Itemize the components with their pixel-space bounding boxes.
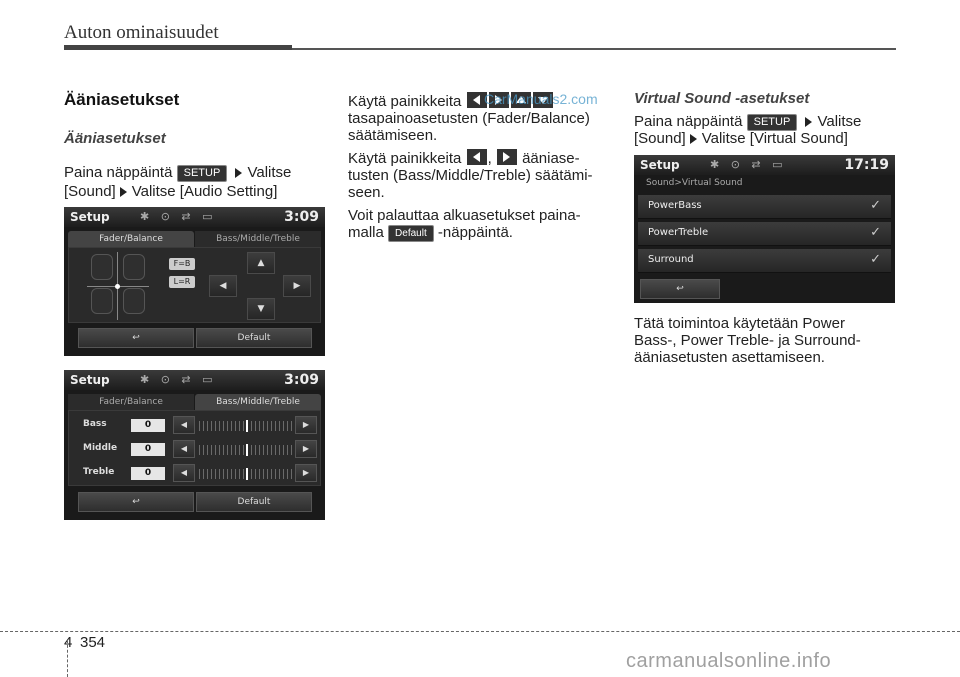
section-heading: Ääniasetukset [64,90,180,109]
status-icons: ✱ ⊙ ⇄ ▭ [140,373,217,386]
seat-rear-left [91,288,113,314]
eq-value-treble: 0 [131,467,165,480]
eq-label-middle: Middle [83,443,118,453]
screen-title: Setup [70,210,110,224]
bass-decrease-button[interactable]: ◀ [173,416,195,434]
arrow-right-icon [805,117,812,127]
breadcrumb: Sound>Virtual Sound [646,178,743,188]
eq-label-treble: Treble [83,467,115,477]
screen-title: Setup [640,158,680,172]
para3-text: malla [348,224,384,241]
col2-para3-line2 [348,223,613,242]
seat-rear-right [123,288,145,314]
subheading-audio: Ääniasetukset [64,130,166,147]
back-button[interactable]: ↩ [640,279,720,299]
eq-label-bass: Bass [83,419,107,429]
instruction-valitse: Valitse [817,113,862,130]
col3-instruction-line-2 [634,129,896,148]
treble-increase-button[interactable]: ▶ [295,464,317,482]
screen-bass-middle-treble [64,370,325,520]
footer-vertical-divider [67,640,68,677]
instruction-text: Paina näppäintä [634,113,743,130]
screen-clock: 3:09 [284,372,319,388]
col3-desc-line2: Bass-, Power Treble- ja Surround- [634,332,861,349]
para1-text: Käytä painikkeita [348,93,462,110]
eq-panel [68,410,321,486]
page-number: 354 [80,634,106,651]
list-item-surround[interactable] [638,249,891,273]
right-key-icon [497,149,517,165]
header-rule-thin [292,48,896,50]
tab-fader-balance[interactable]: Fader/Balance [68,231,194,247]
screen-virtual-sound [634,155,895,303]
tab-bass-middle-treble[interactable]: Bass/Middle/Treble [195,394,321,410]
instruction-sound: [Sound] [634,130,686,147]
fader-down-button[interactable]: ▼ [247,298,275,320]
para3-text-c: -näppäintä. [437,224,513,241]
back-button[interactable]: ↩ [78,328,194,348]
screen-clock: 3:09 [284,209,319,225]
arrow-right-icon [120,187,127,197]
status-icons: ✱ ⊙ ⇄ ▭ [140,210,217,223]
subheading-virtual-sound: Virtual Sound -asetukset [634,90,810,107]
tab-bass-middle-treble[interactable]: Bass/Middle/Treble [195,231,321,247]
status-icons: ✱ ⊙ ⇄ ▭ [710,158,787,171]
footer-watermark: carmanualsonline.info [626,650,832,672]
section-number: 4 [64,634,73,651]
instruction-line-2 [64,182,326,201]
arrow-right-icon [690,134,697,144]
default-button[interactable]: Default [196,328,312,348]
middle-slider-thumb[interactable] [246,444,248,456]
fader-panel [68,247,321,323]
list-item-powertreble[interactable] [638,222,891,246]
tab-fader-balance[interactable]: Fader/Balance [68,394,194,410]
para2-text-b: ääniase- [522,150,580,167]
default-button[interactable]: Default [196,492,312,512]
bass-slider-thumb[interactable] [246,420,248,432]
screen-fader-balance [64,207,325,356]
treble-slider-thumb[interactable] [246,468,248,480]
item-label: Surround [648,254,694,265]
instruction-text: Paina näppäintä [64,164,173,181]
item-label: PowerTreble [648,227,709,238]
fader-up-button[interactable]: ▲ [247,252,275,274]
check-icon[interactable]: ✓ [870,198,881,213]
para2-text: Käytä painikkeita [348,150,462,167]
middle-increase-button[interactable]: ▶ [295,440,317,458]
running-header: Auton ominaisuudet [64,22,219,43]
arrow-right-icon [235,168,242,178]
col2-para3-line1: Voit palauttaa alkuasetukset paina- [348,207,581,224]
item-label: PowerBass [648,200,702,211]
instruction-audio-setting: Valitse [Audio Setting] [131,183,278,200]
check-icon[interactable]: ✓ [870,252,881,267]
balance-point[interactable] [115,284,120,289]
setup-key-chip: SETUP [747,114,798,131]
default-key-chip: Default [388,225,434,242]
setup-key-chip: SETUP [177,165,228,182]
instruction-valitse: Valitse [247,164,292,181]
eq-value-bass: 0 [131,419,165,432]
inline-watermark: CarManuals2.com [484,91,598,107]
footer-divider [0,631,960,632]
instruction-virtual-sound: Valitse [Virtual Sound] [701,130,848,147]
col2-para2-line3: seen. [348,184,385,201]
balance-value-label: L=R [169,276,195,288]
bass-increase-button[interactable]: ▶ [295,416,317,434]
balance-left-button[interactable]: ◀ [209,275,237,297]
fader-value-label: F=B [169,258,195,270]
middle-decrease-button[interactable]: ◀ [173,440,195,458]
seat-front-left [91,254,113,280]
col2-para2-line2: tusten (Bass/Middle/Treble) säätämi- [348,167,593,184]
seat-front-right [123,254,145,280]
col3-desc-line1: Tätä toimintoa käytetään Power [634,315,845,332]
col2-para1-line3: säätämiseen. [348,127,438,144]
screen-clock: 17:19 [844,157,889,173]
instruction-sound: [Sound] [64,183,116,200]
list-item-powerbass[interactable] [638,195,891,219]
header-rule-thick [64,45,292,50]
screen-title: Setup [70,373,110,387]
balance-right-button[interactable]: ▶ [283,275,311,297]
col3-desc-line3: ääniasetusten asettamiseen. [634,349,825,366]
left-key-icon [467,149,487,165]
col2-para1-line2: tasapainoasetusten (Fader/Balance) [348,110,590,127]
back-button[interactable]: ↩ [78,492,194,512]
eq-value-middle: 0 [131,443,165,456]
treble-decrease-button[interactable]: ◀ [173,464,195,482]
check-icon[interactable]: ✓ [870,225,881,240]
para2-comma: , [487,150,492,167]
instruction-line-1 [64,163,326,182]
